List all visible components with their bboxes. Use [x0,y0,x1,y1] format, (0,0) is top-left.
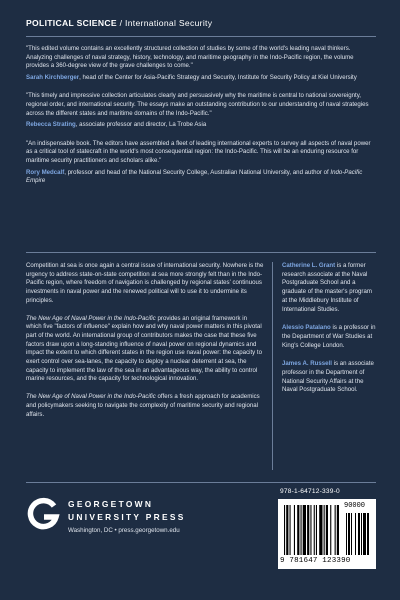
author-bio-text: is a former research associate at the Naval Postgraduate School and a graduate of the master's program at the Middlebury Institute of International Studies. [282,262,372,313]
author-name: Catherine L. Grant [282,262,336,269]
barcode-bar [330,505,331,555]
barcode-price-code: 90000 [344,502,366,510]
endorsement-quote: "This timely and impressive collection articulates clearly and persuasively why the maritime is central to national sovereignty, regional order, and international security. The essays make an outstanding contribution to our understanding of naval strategies across the different states and maritime domains of the Indo-Pacific." [26,92,369,117]
endorsement [26,92,376,129]
endorsement-attribution [26,169,376,186]
barcode-bar [301,505,302,555]
bottom-divider [26,482,376,483]
book-title-italic: The New Age of Naval Power in the Indo-Pacific [26,314,156,322]
endorsement-quote: "This edited volume contains an excellently structured collection of studies by some of the world's leading naval thinkers. Analyzing challenges of naval strategy, history, technology, and maritime geography in the Indo-Pacific region, the volume provides a 360-degree view of the grave challenges to come." [26,45,354,70]
endorser-name: Rory Medcalf [26,168,65,176]
book-description [26,262,264,428]
endorser-title: , head of the Center for Asia-Pacific Strategy and Security, Institute for Security Policy at Kiel University [79,73,357,81]
barcode-bar [335,505,336,555]
middle-divider [26,252,376,253]
endorsement-attribution [26,121,376,130]
barcode-bars-icon [282,505,372,557]
isbn-label: 978-1-64712-339-0 [280,488,340,495]
category-label: POLITICAL SCIENCE [26,18,117,28]
endorser-name: Rebecca Strating [26,121,76,129]
barcode-bar [319,505,322,555]
barcode-addon-bar [361,513,362,555]
endorser-title: , professor and head of the National Security College, Australian National University, and author of [64,168,331,176]
barcode-bar [310,505,311,555]
description-paragraph [26,393,264,419]
description-paragraph [26,315,264,385]
barcode-bar [307,505,309,555]
author-bio-text: is a professor in the Department of War Studies at King's College London. [282,324,376,349]
barcode-bar [303,505,306,555]
top-divider [26,36,376,37]
georgetown-logo-icon [26,497,60,531]
endorsement [26,45,376,82]
endorsements [26,45,376,196]
barcode-bar [284,505,285,555]
subcategory-label: International Security [125,18,213,28]
author-name: Alessio Patalano [282,324,331,332]
endorser-title: , associate professor and director, La Trobe Asia [75,121,207,129]
barcode-addon-bar [358,513,360,555]
author-bio [282,360,376,395]
barcode-bar [324,505,325,555]
endorsement-attribution [26,74,376,83]
barcode-bar [316,505,317,555]
author-bios [282,262,376,405]
category-separator: / [119,18,123,28]
endorsement-quote: "An indispensable book. The editors have assembled a fleet of leading international experts to survey all aspects of naval power as a critical tool of statecraft in the world's most consequential region: the Indo-Pacific. This will be an enduring resource for maritime security practitioners and scholars alike." [26,139,371,164]
endorser-name: Sarah Kirchberger [26,73,80,81]
book-title-italic: The New Age of Naval Power in the Indo-Pacific [26,393,156,401]
barcode-bar [294,505,295,555]
isbn-barcode [278,499,376,569]
publisher-location: Washington, DC • press.georgetown.edu [68,527,180,534]
publisher-name [68,497,186,534]
author-name: James A. Russell [282,360,332,368]
barcode-addon-bar [351,513,352,555]
barcode-bar [290,505,291,555]
publisher-line-1: GEORGETOWN [68,499,154,509]
barcode-digits: 9 781647 123390 [280,557,351,565]
barcode-bar [326,505,328,555]
description-text: offers a fresh approach for academics and policymakers seeking to navigate the complexity of maritime security and regional affairs. [26,393,260,418]
barcode-addon-bar [346,513,347,555]
column-divider [272,262,273,470]
author-bio [282,324,376,350]
publisher-block [26,497,256,577]
description-paragraph: Competition at sea is once again a central issue of international security. Nowhere is the urgency to address state-on-state competition at sea more strongly felt than in the Indo-Pacific region, where freedom of navigation is challenged by regional states' continuous investments in naval power and the renewed political will to use it to undermine its principles. [26,262,264,304]
description-text: provides an original framework in which five "factors of influence" explain how and why naval power matters in this pivotal part of the world. An international group of contributors makes the case that these five factors draw upon a long-standing influence of naval power on regional dynamics and impact the extent to which different states in the region use naval power: the capacity to exert control over sea-lanes, the capacity to deploy a nuclear deterrent at sea, the capacity to implement the law of the sea in an advantageous way, the ability to control marine resources, and the capacity for technological innovation. [26,314,262,383]
author-bio-text: is an associate professor in the Department of National Security Affairs at the Naval Postgraduate School. [282,360,374,394]
endorser-book-title: Indo-Pacific Empire [26,168,363,185]
barcode-bar [314,505,315,555]
barcode-bar [297,505,299,555]
barcode-addon-bar [355,513,356,555]
author-bio [282,262,376,314]
barcode-bar [286,505,288,555]
publisher-line-2: UNIVERSITY PRESS [68,512,186,522]
barcode-bar [337,505,339,555]
barcode-addon-bar [363,513,366,555]
barcode-addon-bar [367,513,369,555]
category-header [26,18,376,28]
endorsement [26,140,376,186]
barcode-addon-bar [348,513,350,555]
